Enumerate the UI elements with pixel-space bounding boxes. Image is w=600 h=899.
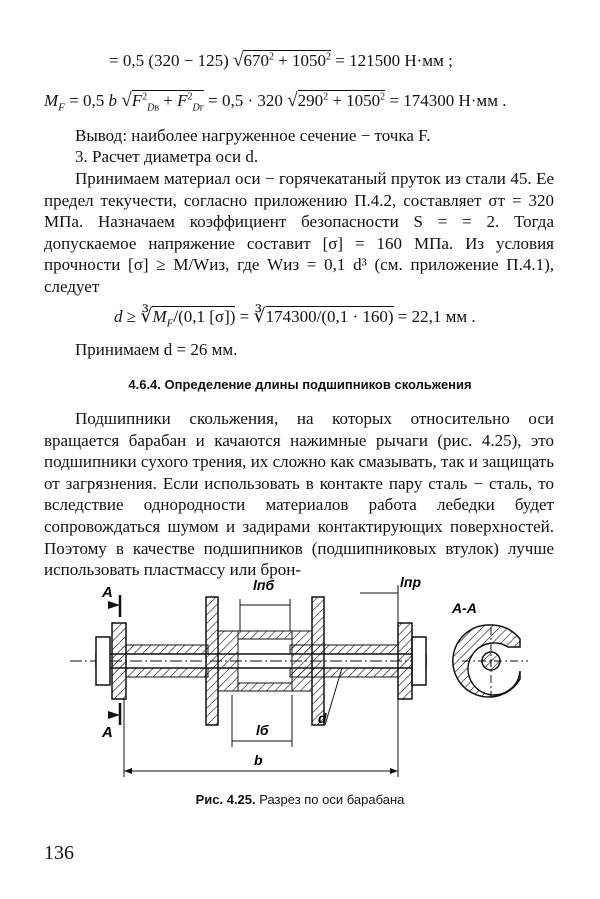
drum-barrel-bottom bbox=[238, 683, 292, 691]
drum-left-flange bbox=[206, 597, 218, 725]
svg-text:lпр: lпр bbox=[400, 575, 421, 590]
left-lever bbox=[112, 623, 126, 699]
drum-right-flange bbox=[312, 597, 324, 725]
paragraph-bearings: Подшипники скольжения, на которых относительно оси вращается барабан и качаются нажимные рычаги (рис. 4.25), это подшипники сухого трения, их сложно как смазывать, так и защищать от загрязнения. Если использовать в контакте пару сталь − сталь, то вследствие однородности материалов работа лебедки будет сопровождаться шумом и задирами контактирующих поверхностей. Поэтому в качестве подшипников (подшипниковых втулок) лучше использовать пластмассу или брон- bbox=[44, 409, 554, 580]
accept-d-line: Принимаем d = 26 мм. bbox=[75, 340, 238, 359]
step-3-line: 3. Расчет диаметра оси d. bbox=[75, 147, 259, 166]
page-number: 136 bbox=[44, 842, 74, 864]
drum-hub-right bbox=[292, 631, 312, 691]
svg-text:lпб: lпб bbox=[253, 577, 275, 593]
figure-caption bbox=[0, 792, 600, 807]
left-bushing-lower bbox=[126, 668, 208, 677]
dimension-l-b bbox=[232, 695, 292, 747]
section-mark-bottom bbox=[101, 703, 120, 741]
caption-text: Разрез по оси барабана bbox=[255, 792, 405, 807]
svg-text:d: d bbox=[318, 710, 327, 726]
drum-hub-left bbox=[218, 631, 238, 691]
svg-text:lб: lб bbox=[256, 722, 269, 738]
formula-line-3: $d \ge ∛M_F/(0,1$ [σ]) = ∛174300/(0,1 · 160) = 22,1 мм . bbox=[114, 306, 476, 330]
section-heading: 4.6.4. Определение длины подшипников скольжения bbox=[128, 377, 472, 392]
left-bushing bbox=[126, 645, 208, 654]
section-view-a-a bbox=[451, 600, 528, 697]
dimension-l-pb bbox=[240, 577, 290, 631]
right-nut bbox=[412, 637, 426, 685]
svg-text:b: b bbox=[254, 752, 263, 768]
dimension-b bbox=[124, 699, 398, 777]
svg-text:A-A: A-A bbox=[452, 600, 477, 616]
figure-drum-axis-section bbox=[0, 575, 600, 785]
formula-line-2: $M_F = 0,5$ b $√F^2_{Dв} + F^2_{Dг} = 0,5 \cdot 320$ $√290^2 + 1050^2 = 174300$ Н·мм . bbox=[44, 90, 507, 114]
right-lever bbox=[398, 623, 412, 699]
caption-number: Рис. 4.25. bbox=[195, 792, 256, 807]
svg-text:A: A bbox=[102, 584, 113, 601]
left-nut bbox=[96, 637, 110, 685]
formula-line-1: = 0,5 (320 − 125) $√670^2 + 1050^2 = 121500$ Н·мм ; bbox=[109, 50, 453, 71]
paragraph-material: Принимаем материал оси − горячекатаный пруток из стали 45. Ее предел текучести, согласно приложению П.4.2, составляет σт = 320 МПа. Назначаем коэффициент безопасности S = = 2. Тогда допускаемое напряжение составит [σ] = 160 МПа. Из условия прочности [σ] ≥ M/Wиз, где Wиз = 0,1 d³ (см. приложение П.4.1), следует bbox=[44, 169, 554, 296]
conclusion-line: Вывод: наиболее нагруженное сечение − точка F. bbox=[75, 126, 431, 145]
section-mark-top bbox=[101, 584, 120, 617]
dimension-l-pr bbox=[360, 575, 421, 623]
drum-barrel-top bbox=[238, 631, 292, 639]
svg-text:A: A bbox=[102, 724, 113, 741]
